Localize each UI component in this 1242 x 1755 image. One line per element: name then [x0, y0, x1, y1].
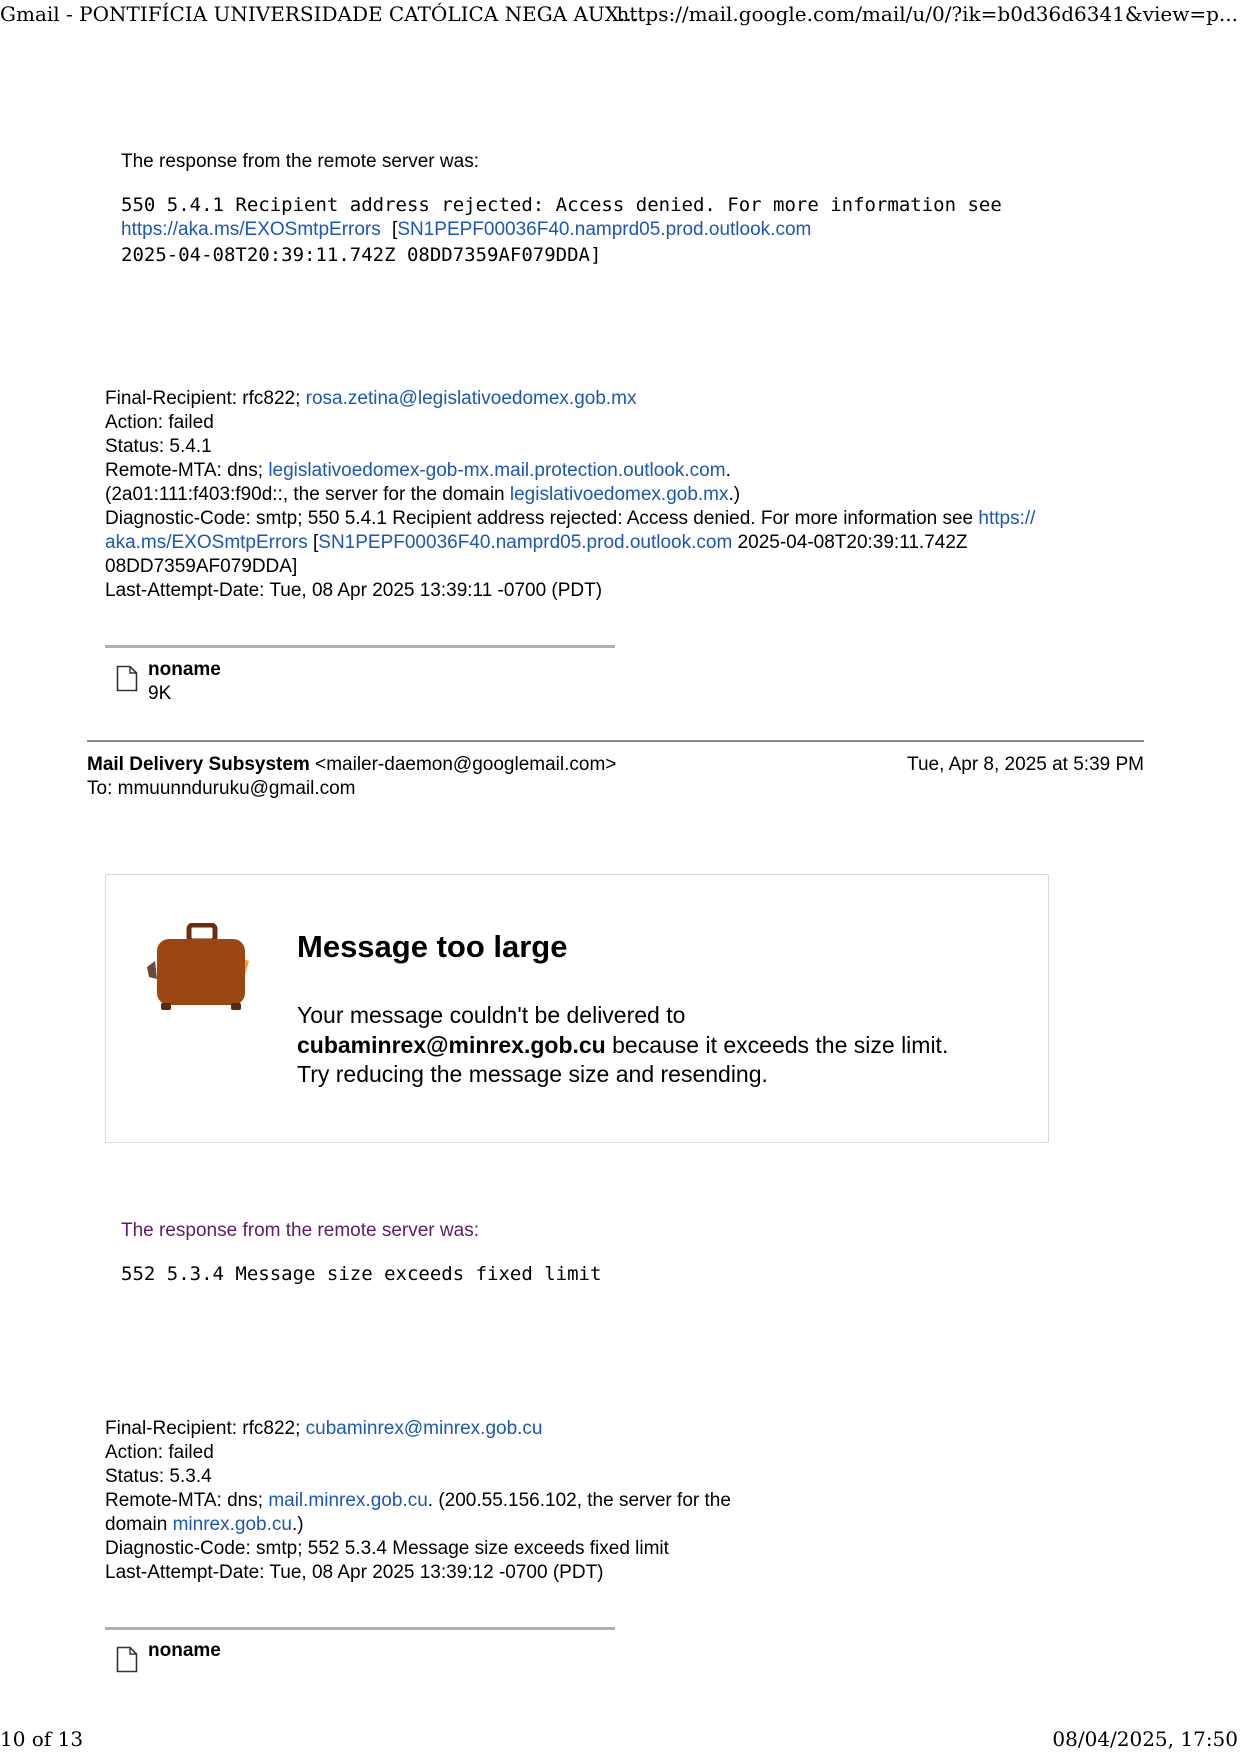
- message-to: To: mmuunnduruku@gmail.com: [87, 778, 356, 799]
- final-recipient-2: [105, 1417, 543, 1441]
- card-line2: [297, 1030, 948, 1060]
- diagnostic-bracket: [: [307, 532, 319, 553]
- attachment-size: 9K: [148, 683, 172, 704]
- remote-domain-link[interactable]: legislativoedomex.gob.mx: [509, 484, 729, 505]
- remote-ip-suffix: .): [728, 484, 741, 505]
- attachment-name-2[interactable]: noname: [148, 1640, 221, 1661]
- diagnostic-tail: 08DD7359AF079DDA]: [105, 556, 298, 577]
- remote-mta-link[interactable]: legislativoedomex-gob-mx.mail.protection.outlook.com: [268, 460, 726, 481]
- remote-mta-suffix: .: [725, 460, 731, 481]
- diagnostic-code-2: Diagnostic-Code: smtp; 552 5.3.4 Message size exceeds fixed limit: [105, 1538, 669, 1559]
- status-code: Status: 5.4.1: [105, 436, 212, 457]
- final-recipient-prefix-2: Final-Recipient: rfc822;: [105, 1418, 306, 1439]
- file-icon: [116, 1646, 138, 1678]
- remote-ip-prefix: (2a01:111:f403:f90d::, the server for the domain: [105, 484, 510, 505]
- diagnostic-code: [105, 507, 1035, 531]
- response-line: 550 5.4.1 Recipient address rejected: Access denied. For more information see: [121, 194, 1002, 216]
- last-attempt-date-2: Last-Attempt-Date: Tue, 08 Apr 2025 13:39:12 -0700 (PDT): [105, 1562, 604, 1583]
- recipient-email-link-2[interactable]: cubaminrex@minrex.gob.cu: [305, 1418, 543, 1439]
- print-page-title: Gmail - PONTIFÍCIA UNIVERSIDADE CATÓLICA NEGA AUX...: [0, 2, 639, 26]
- print-datetime: 08/04/2025, 17:50: [1052, 1727, 1238, 1751]
- card-title: Message too large: [297, 929, 568, 964]
- sender: [87, 753, 616, 777]
- remote-mta-2: [105, 1489, 731, 1513]
- server-link[interactable]: SN1PEPF00036F40.namprd05.prod.outlook.com: [397, 219, 812, 240]
- diagnostic-code-cont: [105, 531, 968, 555]
- action-status: Action: failed: [105, 412, 214, 433]
- page-number: 10 of 13: [0, 1727, 84, 1751]
- attachment-divider-2: [105, 1627, 615, 1630]
- remote-domain-link-2[interactable]: minrex.gob.cu: [172, 1514, 292, 1535]
- final-recipient-prefix: Final-Recipient: rfc822;: [105, 388, 306, 409]
- print-page-url: https://mail.google.com/mail/u/0/?ik=b0d36d6341&view=p...: [616, 2, 1238, 26]
- suitcase-icon: [145, 923, 255, 1018]
- remote-mta-link-2[interactable]: mail.minrex.gob.cu: [268, 1490, 428, 1511]
- recipient-email-link[interactable]: rosa.zetina@legislativoedomex.gob.mx: [305, 388, 637, 409]
- bounce-card: [105, 874, 1049, 1143]
- attachment-divider: [105, 645, 615, 648]
- diagnostic-server-link[interactable]: SN1PEPF00036F40.namprd05.prod.outlook.com: [318, 532, 733, 553]
- diagnostic-suffix: 2025-04-08T20:39:11.742Z: [732, 532, 968, 553]
- exo-smtp-errors-link[interactable]: https://aka.ms/EXOSmtpErrors: [121, 219, 381, 240]
- card-line2-text: because it exceeds the size limit.: [605, 1032, 949, 1058]
- last-attempt-date: Last-Attempt-Date: Tue, 08 Apr 2025 13:39:11 -0700 (PDT): [105, 580, 603, 601]
- attachment-name[interactable]: noname: [148, 659, 221, 680]
- card-line1: Your message couldn't be delivered to: [297, 1002, 686, 1028]
- response-links-line: [121, 218, 811, 242]
- remote-mta: [105, 459, 731, 483]
- diagnostic-prefix: Diagnostic-Code: smtp; 550 5.4.1 Recipient address rejected: Access denied. For more information see: [105, 508, 979, 529]
- remote-domain-prefix-2: domain: [105, 1514, 173, 1535]
- sender-name: Mail Delivery Subsystem: [87, 754, 310, 775]
- remote-ip: [105, 483, 740, 507]
- card-line3: Try reducing the message size and resending.: [297, 1061, 768, 1087]
- remote-mta-suffix-2: . (200.55.156.102, the server for the: [427, 1490, 731, 1511]
- card-recipient: cubaminrex@minrex.gob.cu: [297, 1032, 606, 1058]
- final-recipient: [105, 387, 637, 411]
- diagnostic-link-part2[interactable]: aka.ms/EXOSmtpErrors: [105, 532, 308, 553]
- response-label-2: The response from the remote server was:: [121, 1220, 479, 1241]
- response-line-2: 552 5.3.4 Message size exceeds fixed limit: [121, 1263, 602, 1285]
- bracket-text: [: [392, 219, 398, 240]
- status-code-2: Status: 5.3.4: [105, 1466, 212, 1487]
- response-label: The response from the remote server was:: [121, 151, 479, 172]
- diagnostic-link-part1[interactable]: https://: [978, 508, 1036, 529]
- file-icon: [116, 665, 138, 697]
- remote-domain-suffix-2: .): [291, 1514, 304, 1535]
- message-date: Tue, Apr 8, 2025 at 5:39 PM: [907, 754, 1144, 775]
- action-status-2: Action: failed: [105, 1442, 214, 1463]
- remote-domain-2: [105, 1513, 304, 1537]
- response-timestamp: 2025-04-08T20:39:11.742Z 08DD7359AF079DDA]: [121, 244, 602, 266]
- remote-mta-prefix-2: Remote-MTA: dns;: [105, 1490, 269, 1511]
- message-divider: [87, 740, 1144, 742]
- sender-email: <mailer-daemon@googlemail.com>: [309, 754, 617, 775]
- remote-mta-prefix: Remote-MTA: dns;: [105, 460, 269, 481]
